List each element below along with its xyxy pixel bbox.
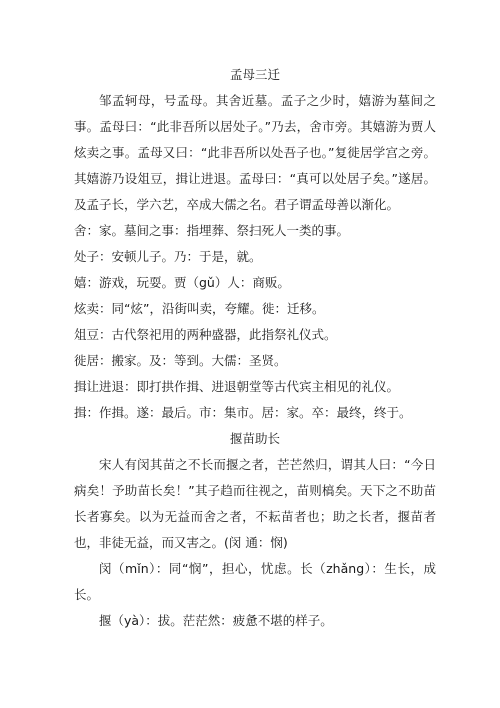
section1-note: 处子：安顿儿子。乃：于是，就。	[74, 249, 262, 264]
section1-note: 炫卖：同“炫”，沿街叫卖，夸耀。徙：迁移。	[74, 301, 325, 316]
section1-note: 揖：作揖。遂：最后。市：集市。居：家。卒：最终，终于。	[74, 405, 412, 420]
section1-title: 孟母三迁	[229, 67, 280, 82]
section1-note: 嬉：游戏，玩耍。贾（gǔ）人：商贩。	[74, 275, 290, 290]
section1-note: 俎豆：古代祭祀用的两种盛器，此指祭礼仪式。	[74, 327, 337, 342]
section2-paragraph: 宋人有闵其苗之不长而揠之者，芒芒然归，谓其人曰：“今日病矣！予助苗长矣！”其子趋而往视之，苗则槁矣。天下之不助苗长者寡矣。以为无益而舍之者，不耘苗者也；助之长者，揠苗者也，非徒无益，而又害之。(闵 通：悯)	[74, 457, 436, 550]
section1-note: 揖让进退：即打拱作揖、进退朝堂等古代宾主相见的礼仪。	[74, 379, 400, 394]
section1-note: 舍：家。墓间之事：指埋葬、祭扫死人一类的事。	[74, 223, 350, 238]
section1-note: 徙居：搬家。及：等到。大儒：圣贤。	[74, 353, 287, 368]
document-page	[74, 62, 436, 634]
section2-title: 揠苗助长	[229, 431, 280, 446]
section2-note: 揠（yà）：拔。茫茫然：疲惫不堪的样子。	[99, 613, 333, 628]
section1-paragraph: 邹孟轲母，号孟母。其舍近墓。孟子之少时，嬉游为墓间之事。孟母曰：“此非吾所以居处子。”乃去，舍市旁。其嬉游为贾人炫卖之事。孟母又曰：“此非吾所以处吾子也。”复徙居学宫之旁。其嬉游乃设俎豆，揖让进退。孟母曰：“真可以处居子矣。”遂居。及孟子长，学六艺，卒成大儒之名。君子谓孟母善以渐化。	[74, 93, 436, 212]
section2-note: 闵（mǐn）：同“悯”，担心，忧虑。长（zhǎng）：生长，成长。	[74, 561, 436, 602]
